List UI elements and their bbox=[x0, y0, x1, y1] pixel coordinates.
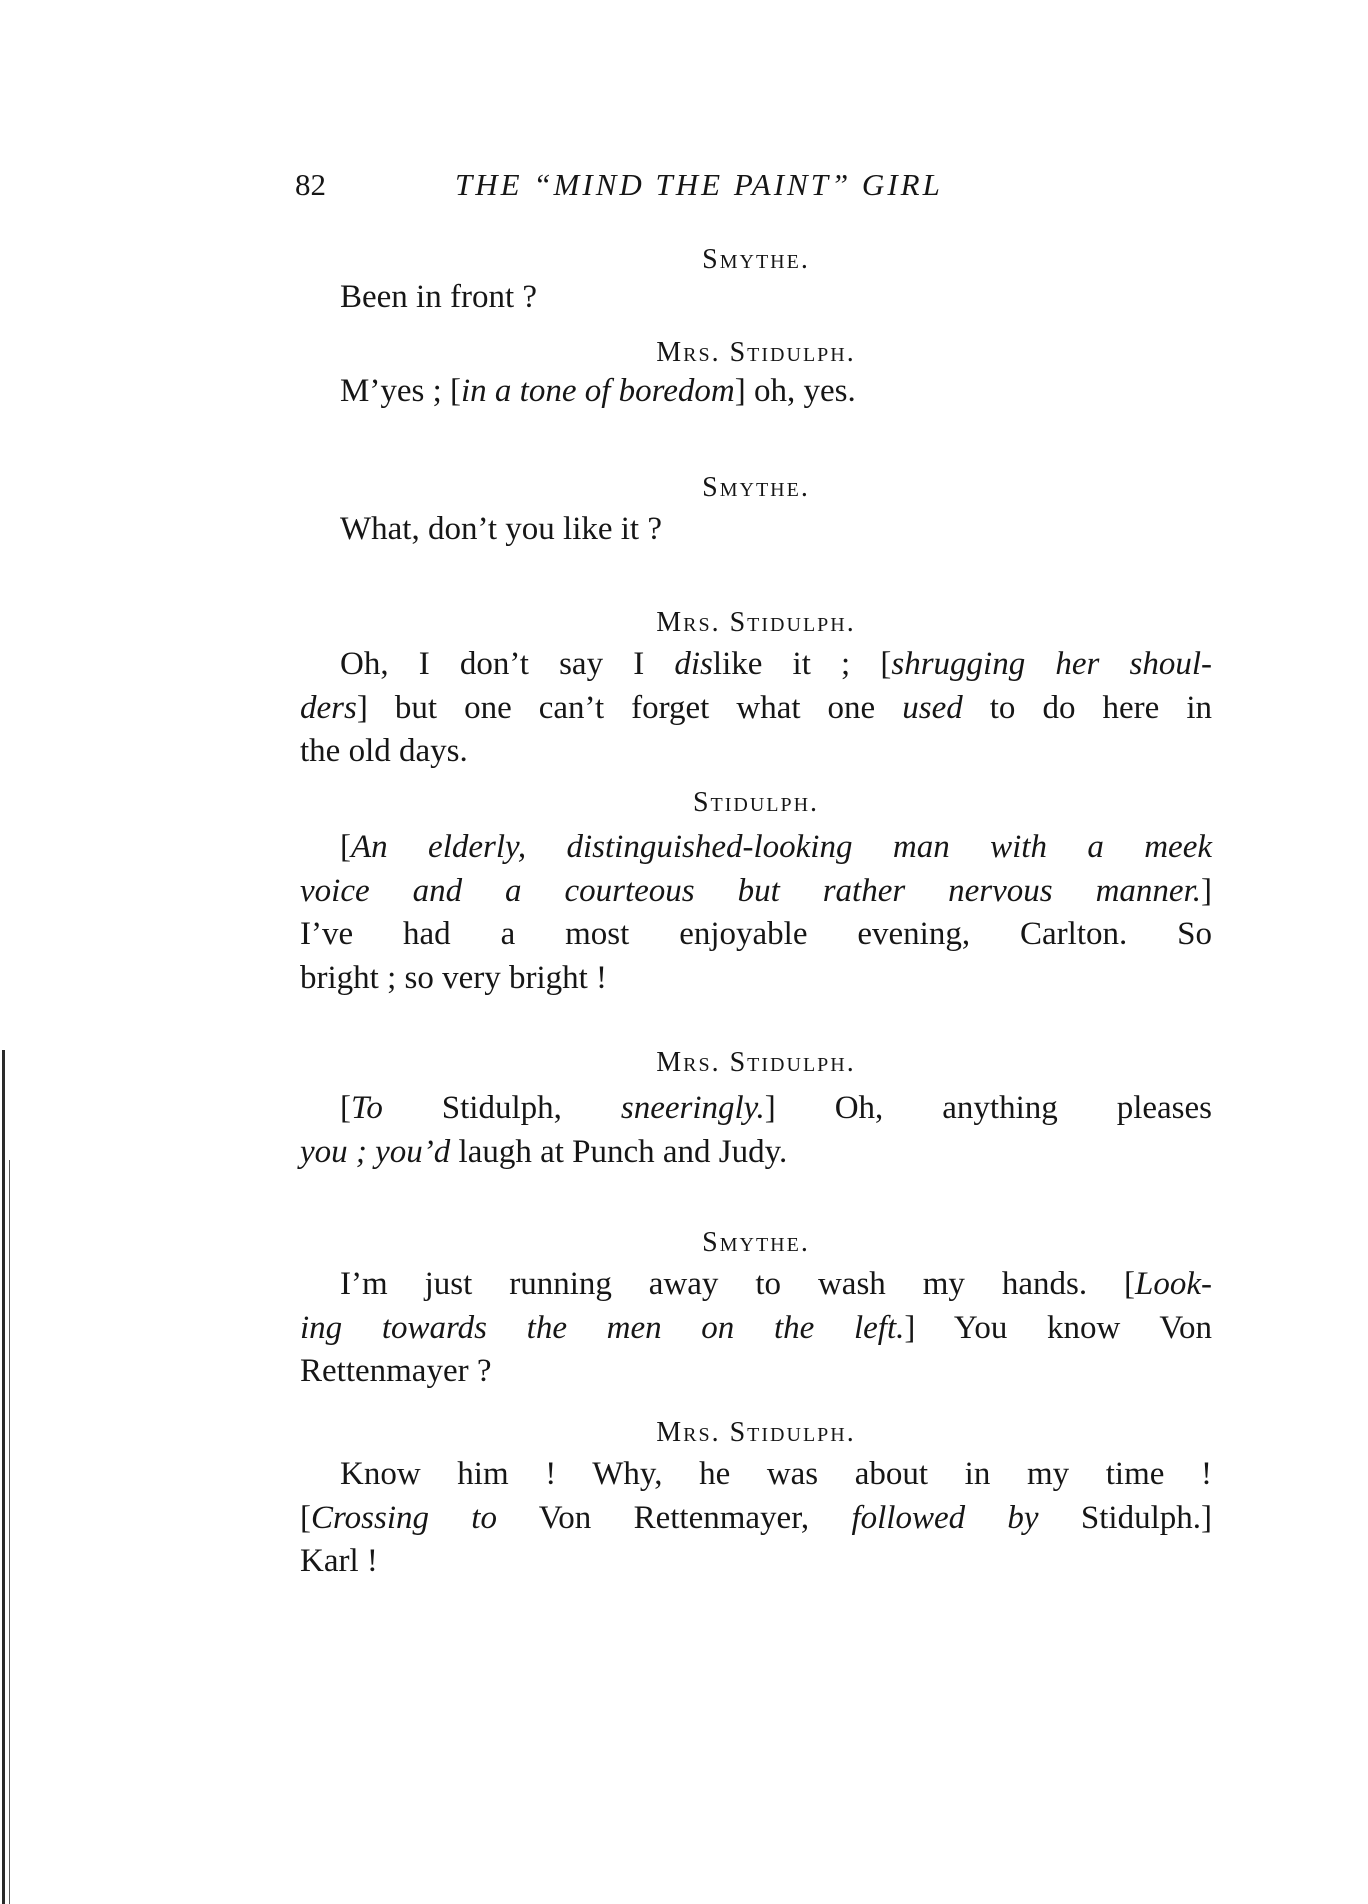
dialogue-text: laugh at Punch and Judy. bbox=[450, 1133, 788, 1170]
speech-line bbox=[300, 1453, 1212, 1497]
dialogue-text: Karl ! bbox=[300, 1543, 378, 1579]
stage-direction-text: you ; you’d bbox=[300, 1133, 451, 1170]
running-head bbox=[295, 165, 1035, 205]
dialogue-text: ] oh, yes. bbox=[734, 373, 856, 409]
speech bbox=[300, 508, 1212, 552]
speech bbox=[300, 370, 1212, 414]
dialogue-text: ] bbox=[1201, 872, 1212, 909]
dialogue-text: ] You know Von bbox=[904, 1309, 1213, 1346]
dialogue-text: Von Rettenmayer, bbox=[496, 1499, 852, 1536]
speech-line bbox=[300, 957, 1212, 1001]
stage-direction-text: Crossing to bbox=[311, 1499, 497, 1536]
stage-direction-text: An elderly, distinguished-looking man with a meek bbox=[351, 829, 1212, 865]
speech-line bbox=[300, 1263, 1212, 1307]
page-edge-line bbox=[9, 1160, 10, 1904]
stage-direction-text: in a tone of boredom bbox=[460, 373, 735, 409]
speech bbox=[300, 1263, 1212, 1394]
speech-line bbox=[300, 643, 1212, 687]
dialogue-text: Stidulph.] bbox=[1038, 1499, 1212, 1536]
stage-direction-text: Look- bbox=[1135, 1266, 1212, 1302]
speaker-name: Mrs. Stidulph. bbox=[656, 1417, 856, 1448]
speech bbox=[300, 1087, 1212, 1174]
stage-direction-text: ing towards the men on the left. bbox=[300, 1309, 905, 1346]
speech bbox=[300, 826, 1212, 1000]
dialogue-text: [ bbox=[340, 829, 351, 865]
speech-line bbox=[300, 508, 1212, 552]
stage-direction-text: dis bbox=[674, 646, 713, 682]
stage-direction-text: shrugging her shoul- bbox=[891, 646, 1213, 682]
stage-direction-text: voice and a courteous but rather nervous manner. bbox=[300, 872, 1201, 909]
speaker-name: Smythe. bbox=[702, 472, 810, 503]
speech-line bbox=[300, 1131, 1212, 1175]
dialogue-text: Rettenmayer ? bbox=[300, 1353, 492, 1389]
speech-line bbox=[300, 276, 1212, 320]
dialogue-text: [ bbox=[340, 1090, 351, 1126]
stage-direction-text: ders bbox=[300, 689, 357, 726]
speaker-name: Smythe. bbox=[702, 1227, 810, 1258]
stage-direction-text: To bbox=[351, 1090, 383, 1126]
page-number: 82 bbox=[295, 167, 326, 202]
dialogue-text: like it ; [ bbox=[712, 646, 892, 682]
speech-line bbox=[300, 730, 1212, 774]
dialogue-text: Know him ! Why, he was about in my time ! bbox=[340, 1456, 1212, 1492]
speaker-name: Mrs. Stidulph. bbox=[656, 607, 856, 638]
speech bbox=[300, 276, 1212, 320]
dialogue-text: M’yes ; [ bbox=[340, 373, 461, 409]
dialogue-text: to do here in bbox=[962, 689, 1212, 726]
speech-line bbox=[300, 1497, 1212, 1541]
stage-direction-text: sneeringly. bbox=[620, 1090, 765, 1126]
speech-line bbox=[300, 1540, 1212, 1584]
speech-line bbox=[300, 370, 1212, 414]
dialogue-text: [ bbox=[300, 1499, 311, 1536]
speaker-name: Smythe. bbox=[702, 244, 810, 275]
speech-line bbox=[300, 1087, 1212, 1131]
dialogue-text: I’m just running away to wash my hands. [ bbox=[340, 1266, 1135, 1302]
dialogue-text: Stidulph, bbox=[382, 1090, 621, 1126]
dialogue-text: bright ; so very bright ! bbox=[300, 959, 608, 996]
dialogue-text: Been in front ? bbox=[340, 279, 538, 315]
dialogue-text: Oh, I don’t say I bbox=[340, 646, 675, 682]
running-title: THE “MIND THE PAINT” GIRL bbox=[455, 167, 943, 202]
page-edge-line bbox=[2, 1050, 5, 1904]
speech bbox=[300, 1453, 1212, 1584]
dialogue-text: the old days. bbox=[300, 733, 468, 769]
speech-line bbox=[300, 826, 1212, 870]
speech-line bbox=[300, 1350, 1212, 1394]
speech bbox=[300, 643, 1212, 774]
stage-direction-text: followed by bbox=[851, 1499, 1039, 1536]
speaker-name: Mrs. Stidulph. bbox=[656, 337, 856, 368]
speaker-name: Stidulph. bbox=[692, 787, 820, 818]
speech-line bbox=[300, 913, 1212, 957]
speech-line bbox=[300, 870, 1212, 914]
speech-line bbox=[300, 1307, 1212, 1351]
dialogue-text: What, don’t you like it ? bbox=[340, 511, 662, 547]
stage-direction-text: used bbox=[902, 689, 963, 726]
dialogue-text: ] Oh, anything pleases bbox=[764, 1090, 1212, 1126]
dialogue-text: ] but one can’t forget what one bbox=[356, 689, 903, 726]
speaker-name: Mrs. Stidulph. bbox=[656, 1047, 856, 1078]
speech-line bbox=[300, 687, 1212, 731]
dialogue-text: I’ve had a most enjoyable evening, Carlton. So bbox=[300, 916, 1212, 952]
